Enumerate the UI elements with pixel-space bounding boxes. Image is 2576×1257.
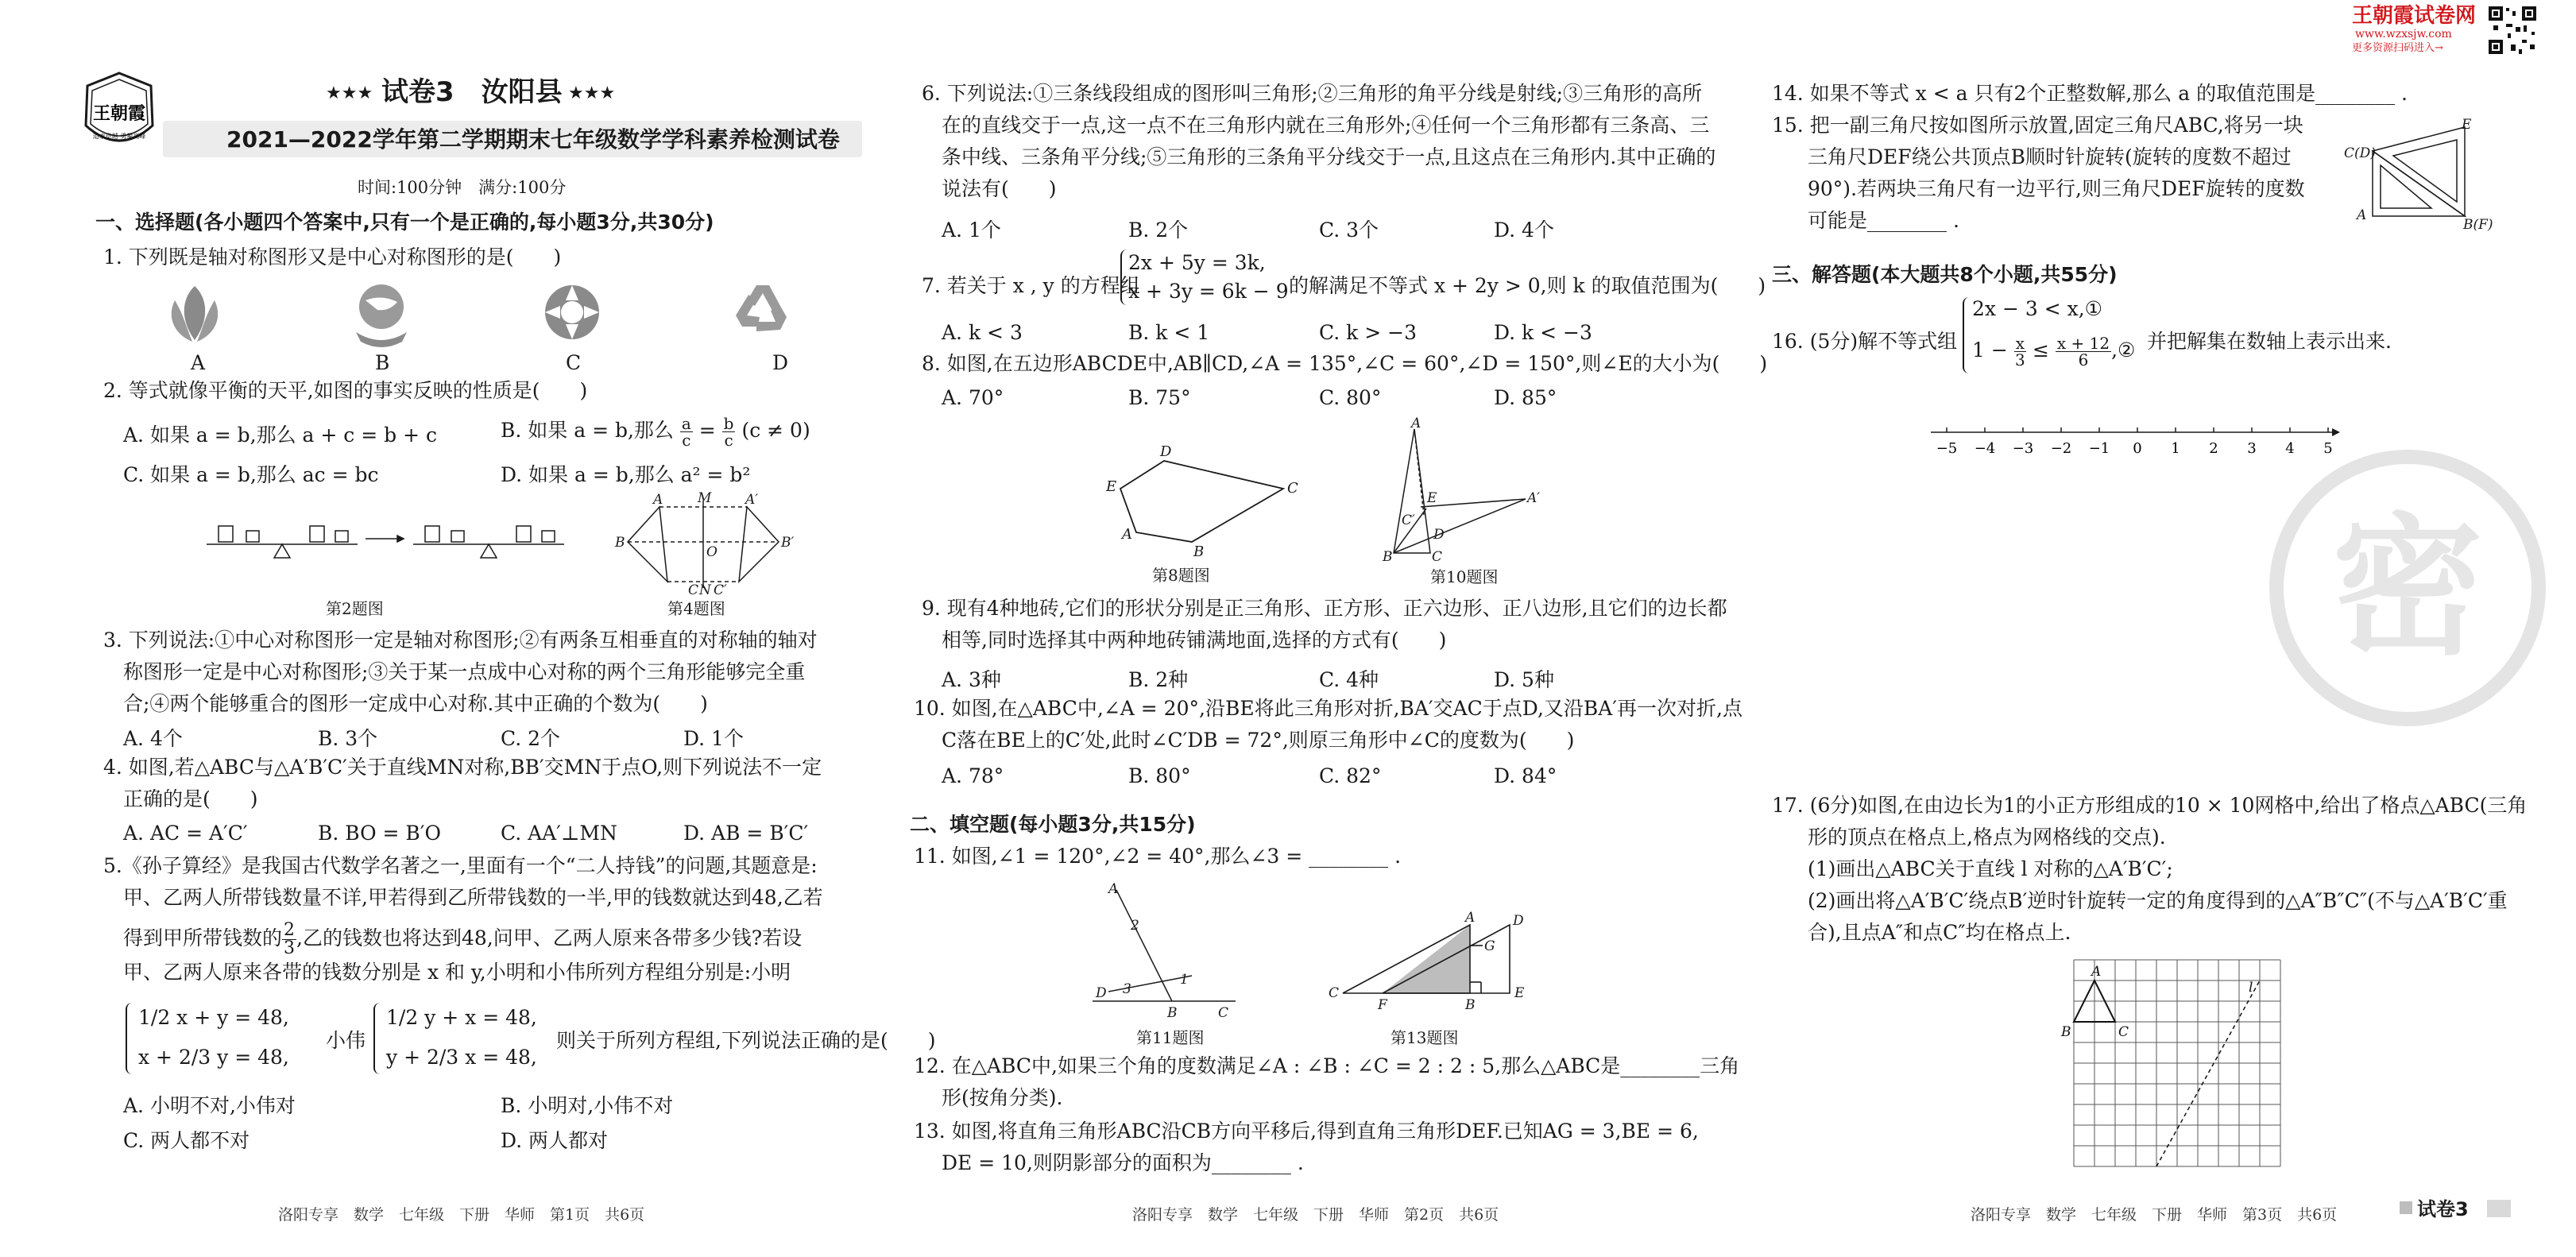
q11-figure-caption: 第11题图	[1136, 1028, 1205, 1047]
q10-line-2: C落在BE上的C′处,此时∠C′DB = 72°,则原三角形中∠C的度数为( )	[942, 729, 1575, 752]
q5-xiaoming-brace	[126, 1003, 135, 1074]
q5-option-d: D. 两人都对	[501, 1129, 609, 1152]
q10-line-1: 10. 如图,在△ABC中,∠A = 20°,沿BE将此三角形对折,BA′交AC于点D,又沿BA′再一次对折,点	[914, 697, 1742, 720]
q1-label-b: B	[375, 351, 390, 374]
q17-grid-figure	[2058, 952, 2296, 1190]
paper-title: 试卷3 汝阳县	[381, 76, 563, 108]
q8-text: 8. 如图,在五边形ABCDE中,AB∥CD,∠A = 135°,∠C = 60°,∠D = 150°,则∠E的大小为( )	[922, 352, 1768, 375]
q13-label-a: A	[1465, 910, 1476, 926]
grid-label: l	[2249, 980, 2253, 996]
q10-label-c-prime: C′	[1402, 512, 1415, 528]
grid-label: C	[2118, 1024, 2129, 1040]
q11-label-1: 1	[1180, 972, 1189, 988]
q7-prefix: 7. 若关于 x , y 的方程组	[922, 274, 1140, 297]
page-2-column	[906, 0, 1768, 1257]
logo-badge	[79, 70, 159, 159]
q15-line-1: 15. 把一副三角尺按如图所示放置,固定三角尺ABC,将另一块	[1772, 114, 2303, 137]
lotus-symbol-icon	[172, 286, 218, 342]
q10-label-c: C	[1432, 549, 1443, 565]
q11-label-c: C	[1218, 1005, 1229, 1021]
q1-symbols	[151, 277, 691, 356]
q2-option-b: B. 如果 a = b,那么 $\frac{a}{c}$ = $\frac{b}{c}$ (c ≠ 0)	[501, 414, 810, 450]
exam-title: 2021—2022学年第二学期期末七年级数学学科素养检测试卷	[226, 126, 840, 153]
q12-line-2: 形(按角分类).	[942, 1086, 1063, 1109]
q15-label-cd: C(D)	[2344, 145, 2376, 161]
circular-knot-symbol-icon	[545, 285, 599, 339]
q4-option-c: C. AA′⊥MN	[501, 822, 617, 845]
q10-option-b: B. 80°	[1128, 764, 1191, 787]
q5-line-4: 甲、乙两人原来各带的钱数分别是 x 和 y,小明和小伟所列方程组分别是:小明	[123, 961, 791, 984]
q10-label-d: D	[1433, 527, 1445, 543]
q17-line-4: (2)画出将△A′B′C′绕点B′逆时针旋转一定的角度得到的△A″B″C″(不与△A′B′C′重	[1808, 889, 2508, 912]
brand-slogan: 更多资源扫码进入→	[2352, 42, 2443, 54]
q8-option-d: D. 85°	[1494, 386, 1557, 409]
q4-reflection-figure	[612, 490, 795, 598]
q15-line-3: 90°).若两块三角尺有一边平行,则三角尺DEF旋转的度数	[1808, 177, 2305, 200]
logo-motto: 追求卓越 勇攀高峰	[92, 133, 146, 140]
q7-option-c: C. k > −3	[1319, 321, 1417, 344]
q12-line-1: 12. 在△ABC中,如果三个角的度数满足∠A : ∠B : ∠C = 2 : 2 : 5,那么△ABC是________三角	[914, 1054, 1740, 1077]
brand-url[interactable]: www.wzxsjw.com	[2355, 28, 2452, 41]
q4-option-a: A. AC = A′C′	[123, 822, 248, 845]
q8-option-b: B. 75°	[1128, 386, 1191, 409]
q5-option-b: B. 小明对,小伟不对	[501, 1094, 674, 1117]
corner-square-icon	[2400, 1201, 2412, 1214]
q11-label-3: 3	[1123, 981, 1131, 997]
q3-line-2: 称图形一定是中心对称图形;③关于某一点成中心对称的两个三角形能够完全重	[123, 660, 806, 683]
q15-label-a: A	[2357, 207, 2367, 223]
q7-suffix: 的解满足不等式 x + 2y > 0,则 k 的取值范围为( )	[1289, 274, 1766, 297]
qr-code-icon[interactable]	[2487, 5, 2538, 56]
section-1-heading: 一、选择题(各小题四个答案中,只有一个是正确的,每小题3分,共30分)	[95, 211, 714, 234]
q11-label-a: A	[1108, 881, 1119, 897]
q15-line-4: 可能是________ .	[1808, 209, 1959, 232]
section-2-heading: 二、填空题(每小题3分,共15分)	[910, 813, 1196, 836]
q7-option-b: B. k < 1	[1128, 321, 1210, 344]
q10-option-a: A. 78°	[942, 764, 1004, 787]
q11-angles-figure	[1085, 881, 1244, 1021]
q6-option-d: D. 4个	[1494, 219, 1554, 242]
q13-label-b: B	[1465, 997, 1476, 1013]
time-info: 时间:100分钟 满分:100分	[358, 178, 567, 197]
q2-option-d: D. 如果 a = b,那么 a² = b²	[501, 463, 751, 486]
q4-label-o: O	[706, 544, 717, 560]
q1-label-a: A	[191, 351, 206, 374]
q8-label-c: C	[1287, 480, 1298, 497]
q10-figure-caption: 第10题图	[1430, 567, 1499, 586]
number-line-label: −3	[2012, 440, 2034, 457]
q2-text: 2. 等式就像平衡的天平,如图的事实反映的性质是( )	[103, 379, 588, 402]
q9-option-d: D. 5种	[1494, 668, 1554, 691]
number-line-label: −5	[1936, 440, 1958, 457]
q3-line-3: 合;④两个能够重合的图形一定成中心对称.其中正确的个数为( )	[123, 692, 708, 715]
page-1-footer: 洛阳专享 数学 七年级 下册 华师 第1页 共6页	[278, 1206, 645, 1224]
q13-label-e: E	[1514, 985, 1525, 1001]
corner-tag: 试卷3	[2417, 1198, 2469, 1220]
page-1-column	[79, 0, 936, 1257]
q2-balance-figure	[199, 509, 580, 572]
q17-line-2: 形的顶点在格点上,格点为网格线的交点).	[1808, 826, 2166, 849]
q6-option-a: A. 1个	[942, 219, 1001, 242]
logo-text: 王朝霞	[92, 103, 146, 124]
q5-line-2: 甲、乙两人所带钱数量不详,甲若得到乙所带钱数的一半,甲的钱数就达到48,乙若	[123, 886, 823, 909]
number-line-label: 2	[2209, 440, 2218, 457]
q15-label-bf: B(F)	[2463, 217, 2493, 233]
q4-label-b-prime: B′	[781, 535, 795, 551]
number-line-label: −1	[2088, 440, 2110, 457]
q3-option-a: A. 4个	[123, 727, 183, 750]
q10-label-b: B	[1383, 549, 1393, 565]
brand-name[interactable]: 王朝霞试卷网	[2352, 4, 2477, 28]
q10-label-e: E	[1427, 490, 1437, 506]
q6-line-4: 说法有( )	[942, 177, 1057, 200]
q10-option-d: D. 84°	[1494, 764, 1557, 787]
q3-option-c: C. 2个	[501, 727, 561, 750]
q5-xiaowei-eq2: y + 2/3 x = 48,	[386, 1046, 537, 1069]
q4-label-b: B	[615, 535, 625, 551]
q7-equation-2: x + 3y = 6k − 9	[1128, 280, 1289, 303]
q10-option-c: C. 82°	[1319, 764, 1382, 787]
q8-label-d: D	[1160, 443, 1172, 460]
q13-line-1: 13. 如图,将直角三角形ABC沿CB方向平移后,得到直角三角形DEF.已知AG = 3,BE = 6,	[914, 1120, 1699, 1143]
watermark-seal	[2265, 445, 2551, 731]
page-2-footer: 洛阳专享 数学 七年级 下册 华师 第2页 共6页	[1132, 1206, 1499, 1224]
q10-label-a: A	[1411, 416, 1421, 431]
q4-label-c-prime: C′	[714, 582, 727, 598]
q4-label-a: A	[653, 492, 663, 508]
q8-option-a: A. 70°	[942, 386, 1004, 409]
recycle-symbol-icon	[736, 285, 787, 331]
q9-option-a: A. 3种	[942, 668, 1001, 691]
q5-line-3: 得到甲所带钱数的 $\frac{2}{3}$ ,乙的钱数也将达到48,问甲、乙两人原来各带多少钱?若设	[123, 920, 803, 958]
q3-option-d: D. 1个	[683, 727, 744, 750]
q16-inequality-2: 1 − $\frac{x}{3}$ ≤ $\frac{x + 12}{6}$ ,②	[1972, 334, 2136, 369]
q13-label-g: G	[1484, 938, 1495, 954]
q8-label-b: B	[1193, 543, 1205, 560]
q2-figure-caption: 第2题图	[326, 599, 384, 618]
q5-option-a: A. 小明不对,小伟对	[123, 1094, 296, 1117]
q5-line-1: 5.《孙子算经》是我国古代数学名著之一,里面有一个“二人持钱”的问题,其题意是:	[103, 854, 818, 877]
watermark-char: 密	[2331, 498, 2484, 675]
q8-label-a: A	[1122, 526, 1132, 543]
q2-option-c: C. 如果 a = b,那么 ac = bc	[123, 463, 379, 486]
q6-option-b: B. 2个	[1128, 219, 1189, 242]
q13-line-2: DE = 10,则阴影部分的面积为________ .	[942, 1151, 1304, 1174]
q1-label-c: C	[566, 351, 582, 374]
q4-option-d: D. AB = B′C′	[683, 822, 809, 845]
q9-line-2: 相等,同时选择其中两种地砖铺满地面,选择的方式有( )	[942, 628, 1447, 652]
grid-label: A	[2091, 964, 2102, 980]
q5-xiaoming-eq2: x + 2/3 y = 48,	[138, 1046, 289, 1069]
number-line-label: −4	[1974, 440, 1996, 457]
number-line-label: 4	[2285, 440, 2295, 457]
number-line-label: 3	[2247, 440, 2257, 457]
corner-tab	[2487, 1200, 2511, 1217]
q10-label-a-prime: A′	[1527, 490, 1541, 506]
number-line-label: 5	[2323, 440, 2333, 457]
q14-text: 14. 如果不等式 x < a 只有2个正整数解,那么 a 的取值范围是________ .	[1772, 82, 2408, 105]
q6-line-3: 条中线、三条角平分线;⑤三角形的三条角平分线交于一点,且这点在三角形内.其中正确的	[942, 145, 1716, 168]
q7-option-a: A. k < 3	[942, 321, 1023, 344]
q15-set-squares-figure	[2344, 117, 2503, 233]
q13-translation-figure	[1327, 910, 1534, 1013]
q4-option-b: B. BO = B′O	[318, 822, 441, 845]
q5-xiaowei-eq1: 1/2 y + x = 48,	[386, 1006, 537, 1029]
q9-option-c: C. 4种	[1319, 668, 1379, 691]
number-line-label: 1	[2171, 440, 2180, 457]
page-3-column	[1772, 0, 2535, 1257]
q4-label-n: N	[699, 582, 711, 598]
q15-line-2: 三角尺DEF绕公共顶点B顺时针旋转(旋转的度数不超过	[1808, 145, 2292, 168]
q13-figure-caption: 第13题图	[1390, 1028, 1459, 1047]
q8-option-c: C. 80°	[1319, 386, 1382, 409]
q4-line-2: 正确的是( )	[123, 787, 258, 810]
page-3-footer: 洛阳专享 数学 七年级 下册 华师 第3页 共6页	[1971, 1206, 2338, 1224]
q16-suffix: 并把解集在数轴上表示出来.	[2147, 330, 2392, 353]
section-3-heading: 三、解答题(本大题共8个小题,共55分)	[1772, 263, 2118, 286]
q16-prefix: 16. (5分)解不等式组	[1772, 330, 1958, 353]
q11-label-d: D	[1096, 985, 1107, 1001]
q17-line-5: 合),且点A″和点C″均在格点上.	[1808, 921, 2071, 944]
q10-folding-figure	[1383, 416, 1541, 565]
q4-line-1: 4. 如图,若△ABC与△A′B′C′关于直线MN对称,BB′交MN于点O,则下列说法不一定	[103, 756, 822, 779]
q11-label-2: 2	[1131, 918, 1139, 934]
q16-inequality-1: 2x − 3 < x,①	[1972, 297, 2103, 320]
q8-pentagon-figure	[1097, 445, 1319, 564]
q5-xiaoming-eq1: 1/2 x + y = 48,	[138, 1006, 289, 1029]
line-l	[2156, 980, 2260, 1166]
q8-label-e: E	[1106, 478, 1117, 495]
q7-option-d: D. k < −3	[1494, 321, 1592, 344]
q3-line-1: 3. 下列说法:①中心对称图形一定是轴对称图形;②有两条互相垂直的对称轴的轴对	[103, 628, 818, 652]
q4-figure-caption: 第4题图	[667, 599, 725, 618]
q4-label-c: C	[688, 582, 699, 598]
q11-label-b: B	[1167, 1005, 1178, 1021]
q17-line-3: (1)画出△ABC关于直线 l 对称的△A′B′C′;	[1808, 857, 2173, 880]
q1-label-d: D	[772, 351, 789, 374]
q4-label-m: M	[698, 490, 712, 506]
q17-line-1: 17. (6分)如图,在由边长为1的小正方形组成的10 × 10网格中,给出了格点△ABC(三角	[1772, 794, 2528, 817]
q6-option-c: C. 3个	[1319, 219, 1379, 242]
q13-label-d: D	[1513, 913, 1524, 929]
q8-figure-caption: 第8题图	[1152, 566, 1210, 585]
q4-label-a-prime: A′	[745, 492, 759, 508]
number-line-label: 0	[2133, 440, 2142, 457]
q1-text: 1. 下列既是轴对称图形又是中心对称图形的是( )	[103, 246, 562, 269]
q2-option-a: A. 如果 a = b,那么 a + c = b + c	[123, 424, 437, 447]
grid-label: B	[2061, 1024, 2071, 1040]
globe-hand-symbol-icon	[356, 284, 407, 347]
number-line-label: −2	[2050, 440, 2072, 457]
q6-line-1: 6. 下列说法:①三条线段组成的图形叫三角形;②三角形的角平分线是射线;③三角形的高所	[922, 82, 1703, 105]
q9-line-1: 9. 现有4种地砖,它们的形状分别是正三角形、正方形、正六边形、正八边形,且它们的边长都	[922, 597, 1727, 620]
q13-label-f: F	[1378, 997, 1387, 1013]
q11-text: 11. 如图,∠1 = 120°,∠2 = 40°,那么∠3 = ________ .	[914, 845, 1402, 868]
q9-option-b: B. 2种	[1128, 668, 1189, 691]
q6-line-2: 在的直线交于一点,这一点不在三角形内就在三角形外;④任何一个三角形都有三条高、三	[942, 114, 1710, 137]
q5-xiaowei-brace	[373, 1003, 383, 1074]
q15-label-e: E	[2462, 117, 2472, 133]
q13-label-c: C	[1329, 985, 1340, 1001]
q5-xiaowei-label: 小伟	[326, 1029, 366, 1052]
stars-left: ★★★	[326, 83, 373, 103]
stars-right: ★★★	[568, 83, 616, 103]
q3-option-b: B. 3个	[318, 727, 378, 750]
q5-option-c: C. 两人都不对	[123, 1129, 250, 1152]
q5-tail: 则关于所列方程组,下列说法正确的是( )	[556, 1029, 936, 1052]
q16-brace	[1963, 297, 1972, 373]
q7-equation-1: 2x + 5y = 3k,	[1128, 251, 1266, 274]
